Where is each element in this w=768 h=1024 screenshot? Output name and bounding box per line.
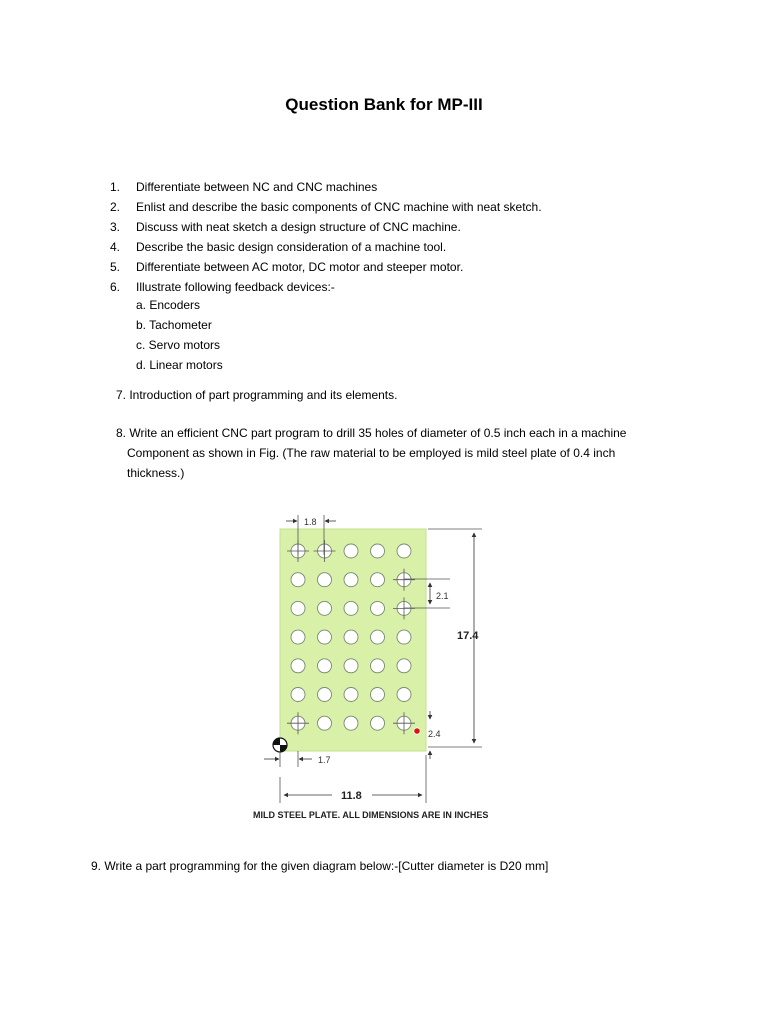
sub-item: c. Servo motors (136, 338, 221, 352)
dim-height-label: 17.4 (457, 630, 479, 642)
item-number: 4. (110, 240, 121, 254)
dim-left-label: 1.7 (318, 755, 331, 765)
drill-hole (371, 601, 385, 615)
item-text: Describe the basic design consideration of a machine tool. (136, 240, 447, 254)
item-text: Differentiate between NC and CNC machines (136, 180, 378, 194)
list-item (110, 277, 542, 297)
drill-hole (371, 544, 385, 558)
dim-top-label: 1.8 (304, 517, 317, 527)
drill-hole (291, 601, 305, 615)
drill-hole (344, 716, 358, 730)
question-list (110, 177, 542, 297)
drill-hole (291, 573, 305, 587)
list-item (110, 257, 542, 277)
drill-hole (344, 544, 358, 558)
drill-hole (397, 544, 411, 558)
list-item (110, 197, 542, 217)
question-8-line: thickness.) (127, 466, 185, 480)
drill-hole (397, 630, 411, 644)
drill-hole (318, 716, 332, 730)
item-number: 5. (110, 260, 121, 274)
origin-marker-quadrant (273, 738, 280, 745)
page-title: Question Bank for MP-III (285, 95, 483, 114)
sub-item: a. Encoders (136, 298, 201, 312)
drill-hole (371, 630, 385, 644)
drill-hole (371, 688, 385, 702)
question-8-line: Component as shown in Fig. (The raw material to be employed is mild steel plate of 0.4 inch (127, 446, 616, 460)
question-7: 7. Introduction of part programming and its elements. (116, 388, 398, 402)
item-text: Enlist and describe the basic components of CNC machine with neat sketch. (136, 200, 542, 214)
item-number: 3. (110, 220, 121, 234)
dim-width-label: 11.8 (341, 790, 362, 802)
drill-hole (291, 630, 305, 644)
drill-hole (318, 573, 332, 587)
question-8-line: 8. Write an efficient CNC part program to drill 35 holes of diameter of 0.5 inch each in a machine (116, 426, 627, 440)
list-item (110, 237, 542, 257)
drill-hole (344, 688, 358, 702)
list-item (110, 177, 542, 197)
item-number: 1. (110, 180, 121, 194)
item-text: Illustrate following feedback devices:- (136, 280, 335, 294)
drill-hole (318, 630, 332, 644)
dim-spacing-label: 2.1 (436, 591, 449, 601)
drill-hole (371, 716, 385, 730)
sub-item: d. Linear motors (136, 358, 223, 372)
item-number: 6. (110, 280, 121, 294)
drill-hole (318, 601, 332, 615)
drill-hole (291, 659, 305, 673)
plate-figure (250, 505, 540, 830)
sub-item: b. Tachometer (136, 318, 212, 332)
drill-hole (371, 659, 385, 673)
drill-hole (344, 659, 358, 673)
item-number: 2. (110, 200, 121, 214)
plate-drawing (250, 505, 540, 825)
drill-hole (318, 688, 332, 702)
drill-hole (344, 630, 358, 644)
question-8 (116, 423, 676, 483)
item-text: Differentiate between AC motor, DC motor and steeper motor. (136, 260, 464, 274)
list-item (110, 217, 542, 237)
item-text: Discuss with neat sketch a design structure of CNC machine. (136, 220, 461, 234)
reference-dot (414, 728, 420, 734)
drill-hole (318, 659, 332, 673)
drill-hole (344, 573, 358, 587)
drill-hole (291, 688, 305, 702)
drill-hole (397, 688, 411, 702)
drill-hole (344, 601, 358, 615)
question-9: 9. Write a part programming for the given diagram below:-[Cutter diameter is D20 mm] (91, 859, 549, 873)
dim-bottom-label: 2.4 (428, 729, 441, 739)
figure-caption: MILD STEEL PLATE. ALL DIMENSIONS ARE IN INCHES (253, 810, 489, 820)
drill-hole (371, 573, 385, 587)
drill-hole (397, 659, 411, 673)
